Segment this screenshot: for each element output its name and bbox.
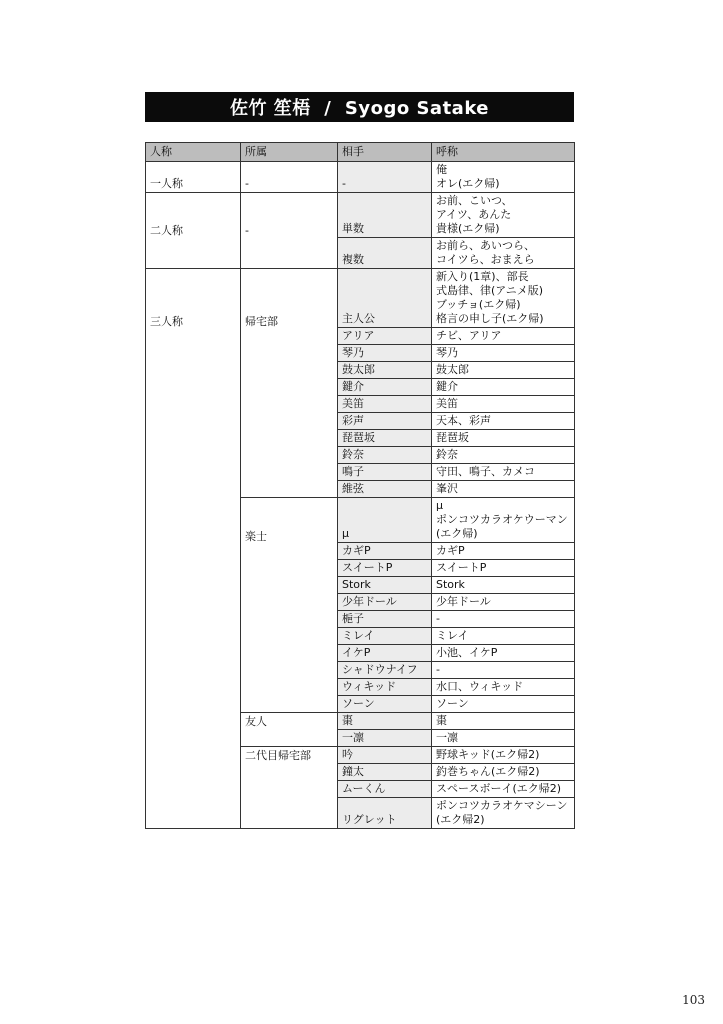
table-header-row bbox=[146, 143, 575, 162]
name-line: コイツら、おまえら bbox=[436, 253, 535, 266]
names-cell bbox=[432, 679, 575, 696]
target-cell: リグレット bbox=[338, 798, 432, 829]
names-cell bbox=[432, 269, 575, 328]
name-line: 琵琶坂 bbox=[436, 431, 469, 444]
name-line: 貴様(エク帰) bbox=[436, 222, 500, 235]
header-person: 人称 bbox=[146, 143, 241, 162]
name-line: 守田、鳴子、カメコ bbox=[436, 465, 535, 478]
target-cell: シャドウナイフ bbox=[338, 662, 432, 679]
names-cell bbox=[432, 781, 575, 798]
target-cell: ウィキッド bbox=[338, 679, 432, 696]
table-row bbox=[146, 162, 575, 193]
names-cell bbox=[432, 713, 575, 730]
names-cell bbox=[432, 362, 575, 379]
name-line: 少年ドール bbox=[436, 595, 491, 608]
name-line: 野球キッド(エク帰2) bbox=[436, 748, 540, 761]
group-cell: 楽士 bbox=[241, 498, 338, 713]
names-cell bbox=[432, 498, 575, 543]
name-line: 棗 bbox=[436, 714, 447, 727]
name-line: - bbox=[436, 612, 440, 625]
names-cell bbox=[432, 193, 575, 238]
target-cell: 複数 bbox=[338, 238, 432, 269]
name-line: 釣巻ちゃん(エク帰2) bbox=[436, 765, 540, 778]
names-cell bbox=[432, 430, 575, 447]
target-cell: 一凛 bbox=[338, 730, 432, 747]
name-line: 小池、イケP bbox=[436, 646, 498, 659]
names-cell bbox=[432, 345, 575, 362]
name-line: スイートP bbox=[436, 561, 487, 574]
person-cell: 三人称 bbox=[146, 269, 241, 829]
target-cell: ソーン bbox=[338, 696, 432, 713]
names-cell bbox=[432, 798, 575, 829]
name-line: スペースボーイ(エク帰2) bbox=[436, 782, 562, 795]
names-cell bbox=[432, 764, 575, 781]
group-cell: - bbox=[241, 162, 338, 193]
names-cell bbox=[432, 379, 575, 396]
target-cell: 琴乃 bbox=[338, 345, 432, 362]
name-line: オレ(エク帰) bbox=[436, 177, 500, 190]
name-line: 新入り(1章)、部長 bbox=[436, 270, 529, 283]
table-body bbox=[146, 162, 575, 829]
header-target: 相手 bbox=[338, 143, 432, 162]
name-line: ポンコツカラオケマシーン bbox=[436, 799, 568, 812]
names-cell bbox=[432, 481, 575, 498]
target-cell: 吟 bbox=[338, 747, 432, 764]
group-cell: 二代目帰宅部 bbox=[241, 747, 338, 829]
target-cell: 主人公 bbox=[338, 269, 432, 328]
names-cell bbox=[432, 447, 575, 464]
name-line: 水口、ウィキッド bbox=[436, 680, 524, 693]
target-cell: カギP bbox=[338, 543, 432, 560]
names-cell bbox=[432, 662, 575, 679]
name-line: お前ら、あいつら、 bbox=[436, 239, 535, 252]
names-cell bbox=[432, 747, 575, 764]
name-line: 格言の申し子(エク帰) bbox=[436, 312, 544, 325]
name-line: 美笛 bbox=[436, 397, 458, 410]
name-line: カギP bbox=[436, 544, 465, 557]
target-cell: 少年ドール bbox=[338, 594, 432, 611]
name-line: ポンコツカラオケウーマン bbox=[436, 513, 568, 526]
name-line: μ bbox=[436, 499, 443, 512]
names-cell bbox=[432, 328, 575, 345]
names-cell bbox=[432, 611, 575, 628]
name-line: 鈴奈 bbox=[436, 448, 458, 461]
target-cell: 単数 bbox=[338, 193, 432, 238]
name-line: 天本、彩声 bbox=[436, 414, 491, 427]
names-cell bbox=[432, 162, 575, 193]
target-cell: 鈴奈 bbox=[338, 447, 432, 464]
name-line: お前、こいつ、 bbox=[436, 194, 513, 207]
target-cell: 琵琶坂 bbox=[338, 430, 432, 447]
target-cell: 鳴子 bbox=[338, 464, 432, 481]
target-cell: 彩声 bbox=[338, 413, 432, 430]
person-cell: 一人称 bbox=[146, 162, 241, 193]
header-names: 呼称 bbox=[432, 143, 575, 162]
target-cell: μ bbox=[338, 498, 432, 543]
target-cell: Stork bbox=[338, 577, 432, 594]
names-cell bbox=[432, 628, 575, 645]
target-cell: 維弦 bbox=[338, 481, 432, 498]
target-cell: 梔子 bbox=[338, 611, 432, 628]
names-cell bbox=[432, 577, 575, 594]
name-line: アイツ、あんた bbox=[436, 208, 512, 221]
table-row bbox=[146, 193, 575, 238]
name-line: 峯沢 bbox=[436, 482, 458, 495]
target-cell: ムーくん bbox=[338, 781, 432, 798]
page-title: 佐竹 笙梧 / Syogo Satake bbox=[145, 92, 574, 122]
page-number: 103 bbox=[682, 993, 705, 1007]
names-cell bbox=[432, 543, 575, 560]
group-cell: 友人 bbox=[241, 713, 338, 747]
target-cell: 美笛 bbox=[338, 396, 432, 413]
names-cell bbox=[432, 396, 575, 413]
target-cell: イケP bbox=[338, 645, 432, 662]
name-line: 鍵介 bbox=[436, 380, 458, 393]
names-cell bbox=[432, 594, 575, 611]
names-cell bbox=[432, 238, 575, 269]
target-cell: 鍵介 bbox=[338, 379, 432, 396]
name-line: ソーン bbox=[436, 697, 469, 710]
names-cell bbox=[432, 645, 575, 662]
target-cell: - bbox=[338, 162, 432, 193]
table-row bbox=[146, 269, 575, 328]
address-terms-table bbox=[145, 142, 575, 829]
group-cell: 帰宅部 bbox=[241, 269, 338, 498]
target-cell: 鼓太郎 bbox=[338, 362, 432, 379]
name-line: 一凛 bbox=[436, 731, 458, 744]
name-line: Stork bbox=[436, 578, 465, 591]
name-line: (エク帰) bbox=[436, 527, 478, 540]
person-cell: 二人称 bbox=[146, 193, 241, 269]
name-line: (エク帰2) bbox=[436, 813, 485, 826]
name-line: 琴乃 bbox=[436, 346, 458, 359]
target-cell: アリア bbox=[338, 328, 432, 345]
names-cell bbox=[432, 560, 575, 577]
name-line: ブッチョ(エク帰) bbox=[436, 298, 521, 311]
target-cell: 棗 bbox=[338, 713, 432, 730]
target-cell: 鐘太 bbox=[338, 764, 432, 781]
names-cell bbox=[432, 696, 575, 713]
name-line: - bbox=[436, 663, 440, 676]
group-cell: - bbox=[241, 193, 338, 269]
names-cell bbox=[432, 413, 575, 430]
name-line: 俺 bbox=[436, 163, 447, 176]
name-line: ミレイ bbox=[436, 629, 469, 642]
names-cell bbox=[432, 464, 575, 481]
name-line: チビ、アリア bbox=[436, 329, 502, 342]
target-cell: ミレイ bbox=[338, 628, 432, 645]
target-cell: スイートP bbox=[338, 560, 432, 577]
name-line: 式島律、律(アニメ版) bbox=[436, 284, 544, 297]
header-group: 所属 bbox=[241, 143, 338, 162]
name-line: 鼓太郎 bbox=[436, 363, 469, 376]
names-cell bbox=[432, 730, 575, 747]
